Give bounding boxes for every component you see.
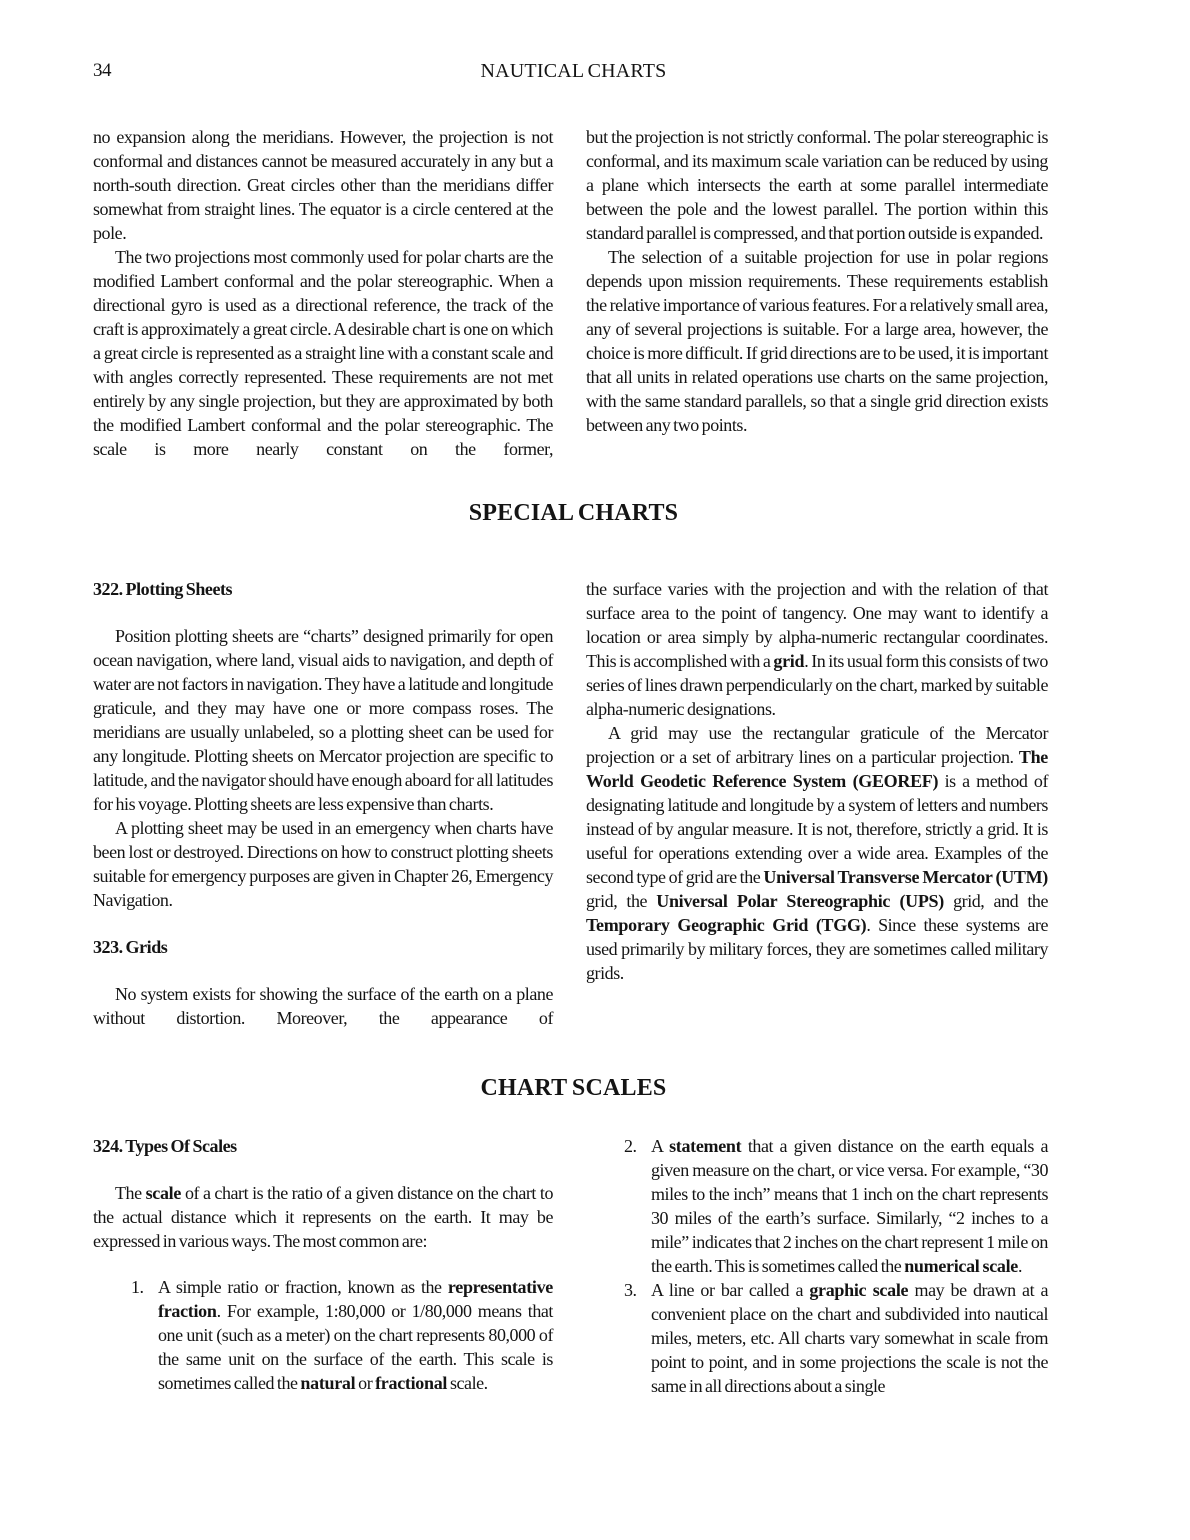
paragraph: A plotting sheet may be used in an emergency when charts have been lost or destroyed. Directions on how to construct plotting sheets suitable for emergency purposes are given in Chapter 26, Emergency Navigation. bbox=[93, 818, 553, 910]
list-item bbox=[586, 1134, 1048, 1278]
list-item-number: 3. bbox=[624, 1280, 637, 1300]
list-item-text: A simple ratio or fraction, known as the representative fraction. For example, 1:80,000 or 1/80,000 means that one unit (such as a meter) on the chart represents 80,000 of the same unit on the surface of the earth. This scale is sometimes called the natural or fractional scale. bbox=[158, 1277, 553, 1393]
chart-scales-band bbox=[93, 1134, 1054, 1398]
paragraph: The scale of a chart is the ratio of a given distance on the chart to the actual distance which it represents on the earth. It may be expressed in various ways. The most common are: bbox=[93, 1183, 553, 1251]
running-title: NAUTICAL CHARTS bbox=[480, 60, 667, 82]
list-item bbox=[586, 1278, 1048, 1398]
list-item-number: 2. bbox=[624, 1136, 637, 1156]
intro-left-column bbox=[93, 125, 553, 461]
column-gutter bbox=[553, 1134, 586, 1398]
intro-right-column bbox=[586, 125, 1048, 461]
page-header bbox=[93, 0, 1054, 83]
list-item-text: A line or bar called a graphic scale may be drawn at a convenient place on the chart and subdivided into nautical miles, meters, etc. All charts vary somewhat in scale from point to point, and in some projections the scale is not the same in all directions about a single bbox=[651, 1280, 1049, 1396]
chart-scales-heading: CHART SCALES bbox=[480, 1075, 667, 1101]
paragraph: The two projections most commonly used for polar charts are the modified Lambert conformal and the polar stereographic. When a directional gyro is used as a directional reference, the track of the craft is approximately a great circle. A desirable chart is one on which a great circle is represented as a straight line with a constant scale and with angles correctly represented. These requirements are not met entirely by any single projection, but they are approximated by both the modified Lambert conformal and the polar stereographic. The scale is more nearly constant on the former, bbox=[93, 247, 553, 459]
chart-scales-right-column bbox=[586, 1134, 1048, 1398]
special-charts-right-column bbox=[586, 577, 1048, 1030]
article-322-heading: 322. Plotting Sheets bbox=[93, 579, 233, 599]
article-324-heading: 324. Types Of Scales bbox=[93, 1136, 237, 1156]
paragraph: the surface varies with the projection and with the relation of that surface area to the point of tangency. One may want to identify a location or area simply by alpha-numeric rectangular coordinates. This is accomplished with a grid. In its usual form this consists of two series of lines drawn perpendicularly on the chart, marked by suitable alpha-numeric designations. bbox=[586, 579, 1048, 719]
list-item bbox=[93, 1275, 553, 1395]
article-323-heading: 323. Grids bbox=[93, 937, 168, 957]
column-gutter bbox=[553, 125, 586, 461]
paragraph: A grid may use the rectangular graticule of the Mercator projection or a set of arbitrary lines on a particular projection. The World Geodetic Reference System (GEOREF) is a method of designating latitude and longitude by a system of letters and numbers instead of by angular measure. It is not, therefore, strictly a grid. It is useful for operations extending over a wide area. Examples of the second type of grid are the Universal Transverse Mercator (UTM) grid, the Universal Polar Stereographic (UPS) grid, and the Temporary Geographic Grid (TGG). Since these systems are used primarily by military forces, they are sometimes called military grids. bbox=[586, 723, 1049, 983]
paragraph: The selection of a suitable projection for use in polar regions depends upon mission requirements. These requirements establish the relative importance of various features. For a relatively small area, any of several projections is suitable. For a large area, however, the choice is more difficult. If grid directions are to be used, it is important that all units in related operations use charts on the same projection, with the same standard parallels, so that a single grid direction exists between any two points. bbox=[586, 247, 1048, 435]
page-content bbox=[93, 0, 1054, 1398]
paragraph: no expansion along the meridians. However, the projection is not conformal and distances cannot be measured accurately in any but a north-south direction. Great circles other than the meridians differ somewhat from straight lines. The equator is a circle centered at the pole. bbox=[93, 127, 553, 243]
page-number: 34 bbox=[93, 60, 112, 81]
paragraph: Position plotting sheets are “charts” designed primarily for open ocean navigation, where land, visual aids to navigation, and depth of water are not factors in navigation. They have a latitude and longitude graticule, and they may have one or more compass roses. The meridians are usually unlabeled, so a plotting sheet can be used for any longitude. Plotting sheets on Mercator projection are specific to latitude, and the navigator should have enough aboard for all latitudes for his voyage. Plotting sheets are less expensive than charts. bbox=[93, 626, 553, 814]
intro-band bbox=[93, 125, 1054, 461]
list-item-text: A statement that a given distance on the earth equals a given measure on the chart, or vice versa. For example, “30 miles to the inch” means that 1 inch on the chart represents 30 miles of the earth’s surface. Similarly, “2 inches to a mile” indicates that 2 inches on the chart represent 1 mile on the earth. This is sometimes called the numerical scale. bbox=[651, 1136, 1048, 1276]
chart-scales-left-column bbox=[93, 1134, 553, 1398]
paragraph: but the projection is not strictly conformal. The polar stereographic is conformal, and its maximum scale variation can be reduced by using a plane which intersects the earth at some parallel intermediate between the pole and the lowest parallel. The portion within this standard parallel is compressed, and that portion outside is expanded. bbox=[586, 127, 1048, 243]
special-charts-left-column bbox=[93, 577, 553, 1030]
column-gutter bbox=[553, 577, 586, 1030]
special-charts-band bbox=[93, 577, 1054, 1030]
special-charts-heading: SPECIAL CHARTS bbox=[468, 500, 679, 526]
list-item-number: 1. bbox=[131, 1277, 144, 1297]
paragraph: No system exists for showing the surface of the earth on a plane without distortion. Moreover, the appearance of bbox=[93, 984, 553, 1028]
